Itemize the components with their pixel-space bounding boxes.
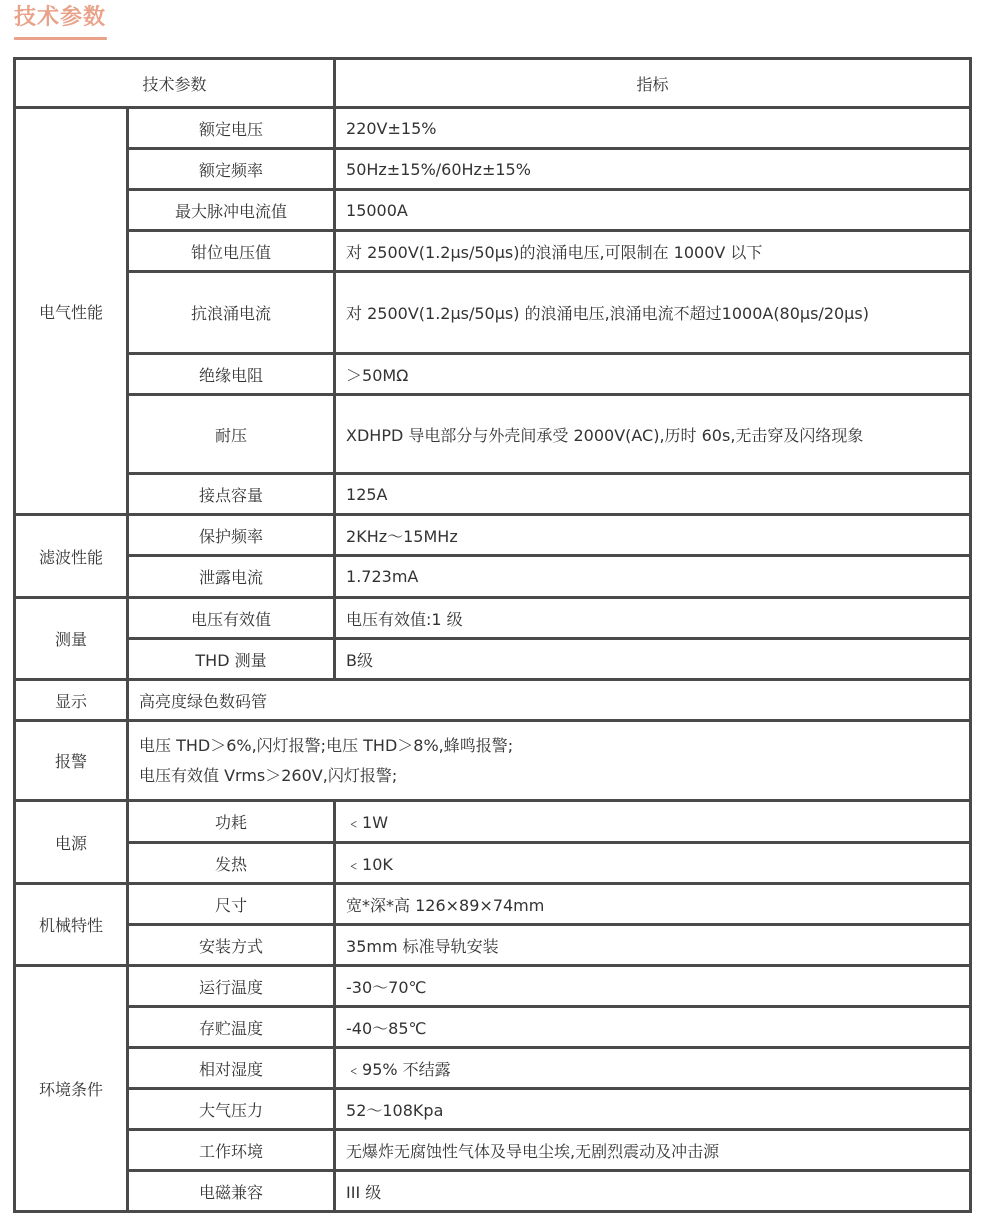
table-row xyxy=(15,474,971,515)
param-value: 对 2500V(1.2μs/50μs)的浪涌电压,可限制在 1000V 以下 xyxy=(335,231,971,272)
section-heading xyxy=(14,2,107,40)
title-underline xyxy=(14,37,107,40)
page-title: 技术参数 xyxy=(14,5,107,30)
param-name: 发热 xyxy=(128,843,335,884)
table-header-row xyxy=(15,59,971,108)
category-display: 显示 xyxy=(15,680,128,721)
table-row xyxy=(15,395,971,474)
param-name: 电压有效值 xyxy=(128,598,335,639)
table-row xyxy=(15,925,971,966)
param-name: 耐压 xyxy=(128,395,335,474)
table-row xyxy=(15,1130,971,1171)
param-name: 运行温度 xyxy=(128,966,335,1007)
table-row xyxy=(15,149,971,190)
param-value: ﹤10K xyxy=(335,843,971,884)
param-value: 1.723mA xyxy=(335,556,971,598)
param-name: 绝缘电阻 xyxy=(128,354,335,395)
spec-table xyxy=(13,57,972,1213)
param-name: 电磁兼容 xyxy=(128,1171,335,1212)
alarm-value xyxy=(128,721,971,801)
param-name: 额定频率 xyxy=(128,149,335,190)
table-row xyxy=(15,966,971,1007)
param-name: 功耗 xyxy=(128,801,335,843)
param-value: 宽*深*高 126×89×74mm xyxy=(335,884,971,925)
param-value: 52～108Kpa xyxy=(335,1089,971,1130)
header-param: 技术参数 xyxy=(15,59,335,108)
table-row xyxy=(15,843,971,884)
param-value: 2KHz～15MHz xyxy=(335,515,971,556)
param-name: 工作环境 xyxy=(128,1130,335,1171)
table-row xyxy=(15,1048,971,1089)
param-name: THD 测量 xyxy=(128,639,335,680)
param-value: XDHPD 导电部分与外壳间承受 2000V(AC),历时 60s,无击穿及闪络现象 xyxy=(335,395,971,474)
param-name: 抗浪涌电流 xyxy=(128,272,335,354)
table-row xyxy=(15,801,971,843)
category-electrical: 电气性能 xyxy=(15,108,128,515)
param-value: 15000A xyxy=(335,190,971,231)
table-row xyxy=(15,556,971,598)
header-indicator: 指标 xyxy=(335,59,971,108)
category-environment: 环境条件 xyxy=(15,966,128,1212)
param-name: 最大脉冲电流值 xyxy=(128,190,335,231)
param-value: ＞50MΩ xyxy=(335,354,971,395)
param-value: 无爆炸无腐蚀性气体及导电尘埃,无剧烈震动及冲击源 xyxy=(335,1130,971,1171)
param-name: 大气压力 xyxy=(128,1089,335,1130)
category-power: 电源 xyxy=(15,801,128,884)
category-alarm: 报警 xyxy=(15,721,128,801)
param-name: 尺寸 xyxy=(128,884,335,925)
param-name: 额定电压 xyxy=(128,108,335,149)
table-row xyxy=(15,354,971,395)
param-value: ﹤1W xyxy=(335,801,971,843)
param-value: ﹤95% 不结露 xyxy=(335,1048,971,1089)
table-row xyxy=(15,1171,971,1212)
param-name: 安装方式 xyxy=(128,925,335,966)
table-row xyxy=(15,884,971,925)
table-row xyxy=(15,231,971,272)
param-value: III 级 xyxy=(335,1171,971,1212)
param-value: 35mm 标准导轨安装 xyxy=(335,925,971,966)
param-value: 220V±15% xyxy=(335,108,971,149)
param-name: 泄露电流 xyxy=(128,556,335,598)
table-row xyxy=(15,190,971,231)
table-row xyxy=(15,1007,971,1048)
table-row xyxy=(15,680,971,721)
param-value: -30～70℃ xyxy=(335,966,971,1007)
alarm-line-1: 电压 THD＞6%,闪灯报警;电压 THD＞8%,蜂鸣报警; xyxy=(139,735,514,755)
table-row xyxy=(15,272,971,354)
display-value: 高亮度绿色数码管 xyxy=(128,680,971,721)
alarm-line-2: 电压有效值 Vrms＞260V,闪灯报警; xyxy=(139,765,398,785)
param-name: 钳位电压值 xyxy=(128,231,335,272)
category-measure: 测量 xyxy=(15,598,128,680)
category-mechanical: 机械特性 xyxy=(15,884,128,966)
param-value: 125A xyxy=(335,474,971,515)
param-value: B级 xyxy=(335,639,971,680)
param-name: 保护频率 xyxy=(128,515,335,556)
table-row xyxy=(15,639,971,680)
table-row xyxy=(15,515,971,556)
param-name: 相对湿度 xyxy=(128,1048,335,1089)
param-value: 50Hz±15%/60Hz±15% xyxy=(335,149,971,190)
param-value: -40～85℃ xyxy=(335,1007,971,1048)
table-row xyxy=(15,721,971,801)
table-row xyxy=(15,1089,971,1130)
table-row xyxy=(15,598,971,639)
param-name: 存贮温度 xyxy=(128,1007,335,1048)
param-value: 电压有效值:1 级 xyxy=(335,598,971,639)
category-filter: 滤波性能 xyxy=(15,515,128,598)
param-name: 接点容量 xyxy=(128,474,335,515)
param-value: 对 2500V(1.2μs/50μs) 的浪涌电压,浪涌电流不超过1000A(80μs/20μs) xyxy=(335,272,971,354)
table-row xyxy=(15,108,971,149)
